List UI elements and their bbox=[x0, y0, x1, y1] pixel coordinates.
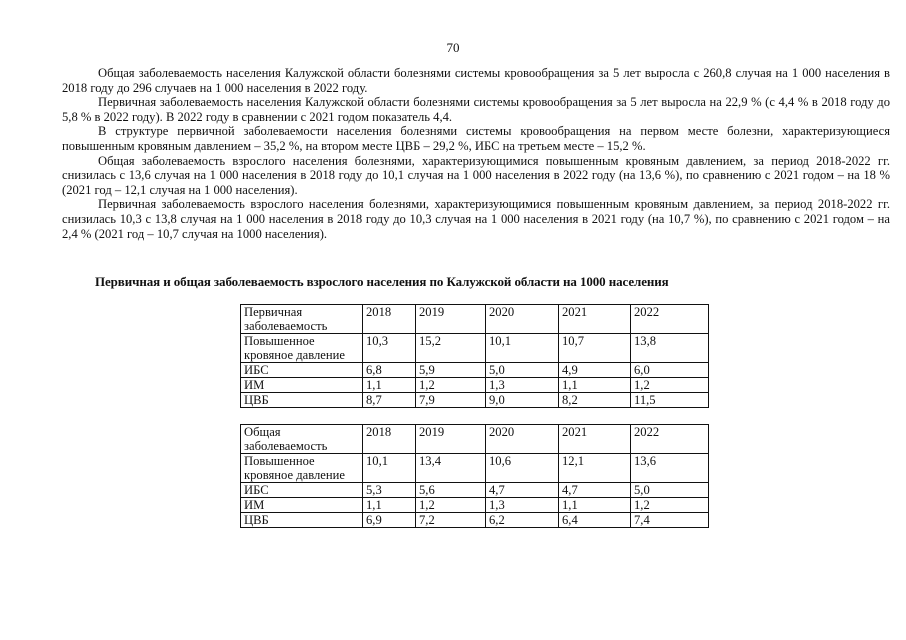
value-cell: 4,7 bbox=[559, 483, 631, 498]
table-row bbox=[241, 454, 709, 483]
paragraph: Общая заболеваемость взрослого населения болезнями, характеризующимися повышенным кровяным давлением, за период 2018-2022 гг. снизилась с 13,6 случая на 1 000 населения в 2018 году до 10,1 случая на 1 000 населения в 2022 году (на 13,6 %), по сравнению с 2021 годом – на 18 % (2021 год – 12,1 случая на 1 000 населения). bbox=[62, 153, 890, 197]
value-cell: 13,8 bbox=[631, 334, 709, 363]
value-cell: 1,1 bbox=[363, 378, 416, 393]
value-cell: 6,0 bbox=[631, 363, 709, 378]
table-row bbox=[241, 498, 709, 513]
paragraph: Первичная заболеваемость населения Калужской области болезнями системы кровообращения за 5 лет выросла на 22,9 % (с 4,4 % в 2018 году до 5,8 % в 2022 году). В 2022 году в сравнении с 2021 годом показатель 4,4. bbox=[62, 95, 890, 124]
value-cell: 12,1 bbox=[559, 454, 631, 483]
row-label-cell: ИБС bbox=[241, 363, 363, 378]
year-header-cell: 2018 bbox=[363, 305, 416, 334]
value-cell: 8,7 bbox=[363, 393, 416, 408]
row-label-cell: Повышенное кровяное давление bbox=[241, 334, 363, 363]
table-row bbox=[241, 363, 709, 378]
table-row bbox=[241, 483, 709, 498]
value-cell: 6,9 bbox=[363, 513, 416, 528]
value-cell: 6,4 bbox=[559, 513, 631, 528]
value-cell: 7,4 bbox=[631, 513, 709, 528]
year-header-cell: 2019 bbox=[416, 305, 486, 334]
table-header-row bbox=[241, 425, 709, 454]
paragraph: Первичная заболеваемость взрослого населения болезнями, характеризующимися повышенным кровяным давлением, за период 2018-2022 гг. снизилась 10,3 с 13,8 случая на 1 000 населения в 2018 году до 10,3 случая на 1 000 населения в 2021 году (на 10,7 %), по сравнению с 2021 годом – на 2,4 % (2021 год – 10,7 случая на 1000 населения). bbox=[62, 197, 890, 241]
table-row bbox=[241, 334, 709, 363]
value-cell: 15,2 bbox=[416, 334, 486, 363]
row-label-cell: Повышенное кровяное давление bbox=[241, 454, 363, 483]
value-cell: 1,1 bbox=[559, 378, 631, 393]
row-label-cell: ЦВБ bbox=[241, 393, 363, 408]
year-header-cell: 2021 bbox=[559, 425, 631, 454]
table-row bbox=[241, 393, 709, 408]
value-cell: 1,3 bbox=[486, 378, 559, 393]
value-cell: 6,8 bbox=[363, 363, 416, 378]
year-header-cell: 2019 bbox=[416, 425, 486, 454]
value-cell: 4,9 bbox=[559, 363, 631, 378]
value-cell: 1,3 bbox=[486, 498, 559, 513]
value-cell: 7,9 bbox=[416, 393, 486, 408]
value-cell: 6,2 bbox=[486, 513, 559, 528]
value-cell: 1,2 bbox=[631, 378, 709, 393]
morbidity-table bbox=[240, 304, 709, 528]
value-cell: 10,6 bbox=[486, 454, 559, 483]
value-cell: 13,4 bbox=[416, 454, 486, 483]
value-cell: 5,9 bbox=[416, 363, 486, 378]
value-cell: 1,1 bbox=[559, 498, 631, 513]
table-title: Первичная и общая заболеваемость взрослого населения по Калужской области на 1000 населения bbox=[95, 274, 669, 289]
value-cell: 1,2 bbox=[631, 498, 709, 513]
value-cell: 10,3 bbox=[363, 334, 416, 363]
value-cell: 13,6 bbox=[631, 454, 709, 483]
spacer-cell bbox=[241, 408, 709, 425]
value-cell: 1,2 bbox=[416, 498, 486, 513]
year-header-cell: 2018 bbox=[363, 425, 416, 454]
year-header-cell: 2020 bbox=[486, 425, 559, 454]
year-header-cell: 2021 bbox=[559, 305, 631, 334]
row-label-cell: ИМ bbox=[241, 498, 363, 513]
value-cell: 1,1 bbox=[363, 498, 416, 513]
page-number: 70 bbox=[446, 40, 460, 55]
value-cell: 10,1 bbox=[486, 334, 559, 363]
section-header-cell: Общая заболеваемость bbox=[241, 425, 363, 454]
value-cell: 7,2 bbox=[416, 513, 486, 528]
row-label-cell: ИБС bbox=[241, 483, 363, 498]
value-cell: 5,3 bbox=[363, 483, 416, 498]
value-cell: 10,7 bbox=[559, 334, 631, 363]
table-row bbox=[241, 378, 709, 393]
value-cell: 9,0 bbox=[486, 393, 559, 408]
row-label-cell: ИМ bbox=[241, 378, 363, 393]
year-header-cell: 2020 bbox=[486, 305, 559, 334]
table-header-row bbox=[241, 305, 709, 334]
body-text bbox=[62, 66, 890, 241]
table-row bbox=[241, 513, 709, 528]
value-cell: 10,1 bbox=[363, 454, 416, 483]
row-label-cell: ЦВБ bbox=[241, 513, 363, 528]
value-cell: 1,2 bbox=[416, 378, 486, 393]
value-cell: 11,5 bbox=[631, 393, 709, 408]
paragraph: Общая заболеваемость населения Калужской области болезнями системы кровообращения за 5 лет выросла с 260,8 случая на 1 000 населения в 2018 году до 296 случаев на 1 000 населения в 2022 году. bbox=[62, 66, 890, 95]
section-header-cell: Первичная заболеваемость bbox=[241, 305, 363, 334]
value-cell: 4,7 bbox=[486, 483, 559, 498]
value-cell: 5,0 bbox=[486, 363, 559, 378]
year-header-cell: 2022 bbox=[631, 425, 709, 454]
section-spacer-row bbox=[241, 408, 709, 425]
paragraph: В структуре первичной заболеваемости населения болезнями системы кровообращения на первом месте болезни, характеризующиеся повышенным кровяным давлением – 35,2 %, на втором месте ЦВБ – 29,2 %, ИБС на третьем месте – 15,2 %. bbox=[62, 124, 890, 153]
value-cell: 5,6 bbox=[416, 483, 486, 498]
year-header-cell: 2022 bbox=[631, 305, 709, 334]
value-cell: 8,2 bbox=[559, 393, 631, 408]
value-cell: 5,0 bbox=[631, 483, 709, 498]
